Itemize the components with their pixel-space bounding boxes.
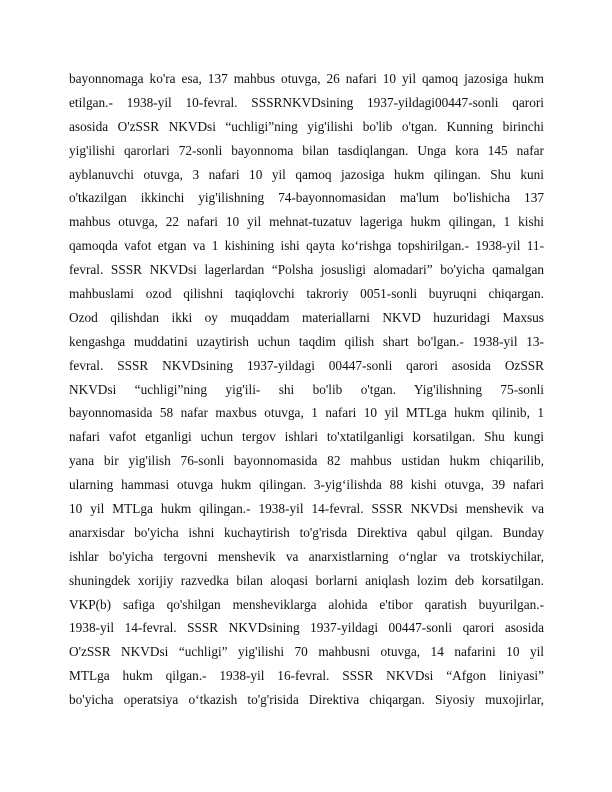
text-line: NKVDsi “uchligi”ning yig'ili- shi bo'lib o'tgan. Yig'ilishning 75-sonli [69, 381, 544, 397]
text-line: fevral. SSSR NKVDsining 1937-yildagi 00447-sonli qarori asosida OzSSR [69, 357, 544, 373]
text-line: VKP(b) safiga qo'shilgan mensheviklarga alohida e'tibor qaratish buyurilgan.- [69, 596, 544, 612]
text-line: nafari vafot etganligi uchun tergov ishlari to'xtatilganligi korsatilgan. Shu kungi [69, 429, 544, 445]
text-line: MTLga hukm qilgan.- 1938-yil 16-fevral. SSSR NKVDsi “Afgon liniyasi” [69, 668, 544, 684]
text-line: yana bir yig'ilish 76-sonli bayonnomasida 82 mahbus ustidan hukm chiqarilib, [69, 453, 544, 469]
text-line: ularning hammasi otuvga hukm qilingan. 3-yig‘ilishda 88 kishi otuvga, 39 nafari [69, 477, 544, 493]
text-line: qamoqda vafot etgan va 1 kishining ishi qayta ko‘rishga topshirilgan.- 1938-yil 11- [69, 238, 544, 254]
text-line: asosida O'zSSR NKVDsi “uchligi”ning yig'ilishi bo'lib o'tgan. Kunning birinchi [69, 118, 544, 134]
text-line: bayonnomasida 58 nafar maxbus otuvga, 1 nafari 10 yil MTLga hukm qilinib, 1 [69, 405, 544, 421]
text-line: mahbuslami ozod qilishni taqiqlovchi takroriy 0051-sonli buyruqni chiqargan. [69, 286, 544, 302]
text-line: mahbus otuvga, 22 nafari 10 yil mehnat-tuzatuv lageriga hukm qilingan, 1 kishi [69, 214, 544, 230]
text-line: shuningdek xorijiy razvedka bilan aloqasi borlarni aniqlash lozim deb korsatilgan. [69, 572, 544, 588]
text-line: bayonnomaga ko'ra esa, 137 mahbus otuvga, 26 nafari 10 yil qamoq jazosiga hukm [69, 71, 544, 86]
text-line: yig'ilishi qarorlari 72-sonli bayonnoma bilan tasdiqlangan. Unga kora 145 nafar [69, 142, 544, 158]
text-line: bo'yicha operatsiya o‘tkazish to'g'risida Direktiva chiqargan. Siyosiy muxojirlar, [69, 692, 544, 708]
text-line: Ozod qilishdan ikki oy muqaddam materiallarni NKVD huzuridagi Maxsus [69, 309, 544, 325]
text-line: anarxisdar bo'yicha ishni kuchaytirish to'g'risda Direktiva qabul qilgan. Bunday [69, 524, 544, 540]
text-line: etilgan.- 1938-yil 10-fevral. SSSRNKVDsining 1937-yildagi00447-sonli qarori [69, 94, 544, 110]
text-line: ishlar bo'yicha tergovni menshevik va anarxistlarning o‘nglar va trotskiychilar, [69, 548, 544, 564]
text-line: 1938-yil 14-fevral. SSSR NKVDsining 1937-yildagi 00447-sonli qarori asosida [69, 620, 544, 636]
text-line: o'tkazilgan ikkinchi yig'ilishning 74-bayonnomasidan ma'lum bo'lishicha 137 [69, 190, 544, 206]
body-text [69, 67, 544, 712]
text-line: ayblanuvchi otuvga, 3 nafari 10 yil qamoq jazosiga hukm qilingan. Shu kuni [69, 166, 544, 182]
text-line: 10 yil MTLga hukm qilingan.- 1938-yil 14-fevral. SSSR NKVDsi menshevik va [69, 501, 544, 517]
text-line: O'zSSR NKVDsi “uchligi” yig'ilishi 70 mahbusni otuvga, 14 nafarini 10 yil [69, 644, 544, 660]
text-line: fevral. SSSR NKVDsi lagerlardan “Polsha josusligi alomadari” bo'yicha qamalgan [69, 262, 544, 278]
text-line: kengashga muddatini uzaytirish uchun taqdim qilish shart bo'lgan.- 1938-yil 13- [69, 333, 544, 349]
